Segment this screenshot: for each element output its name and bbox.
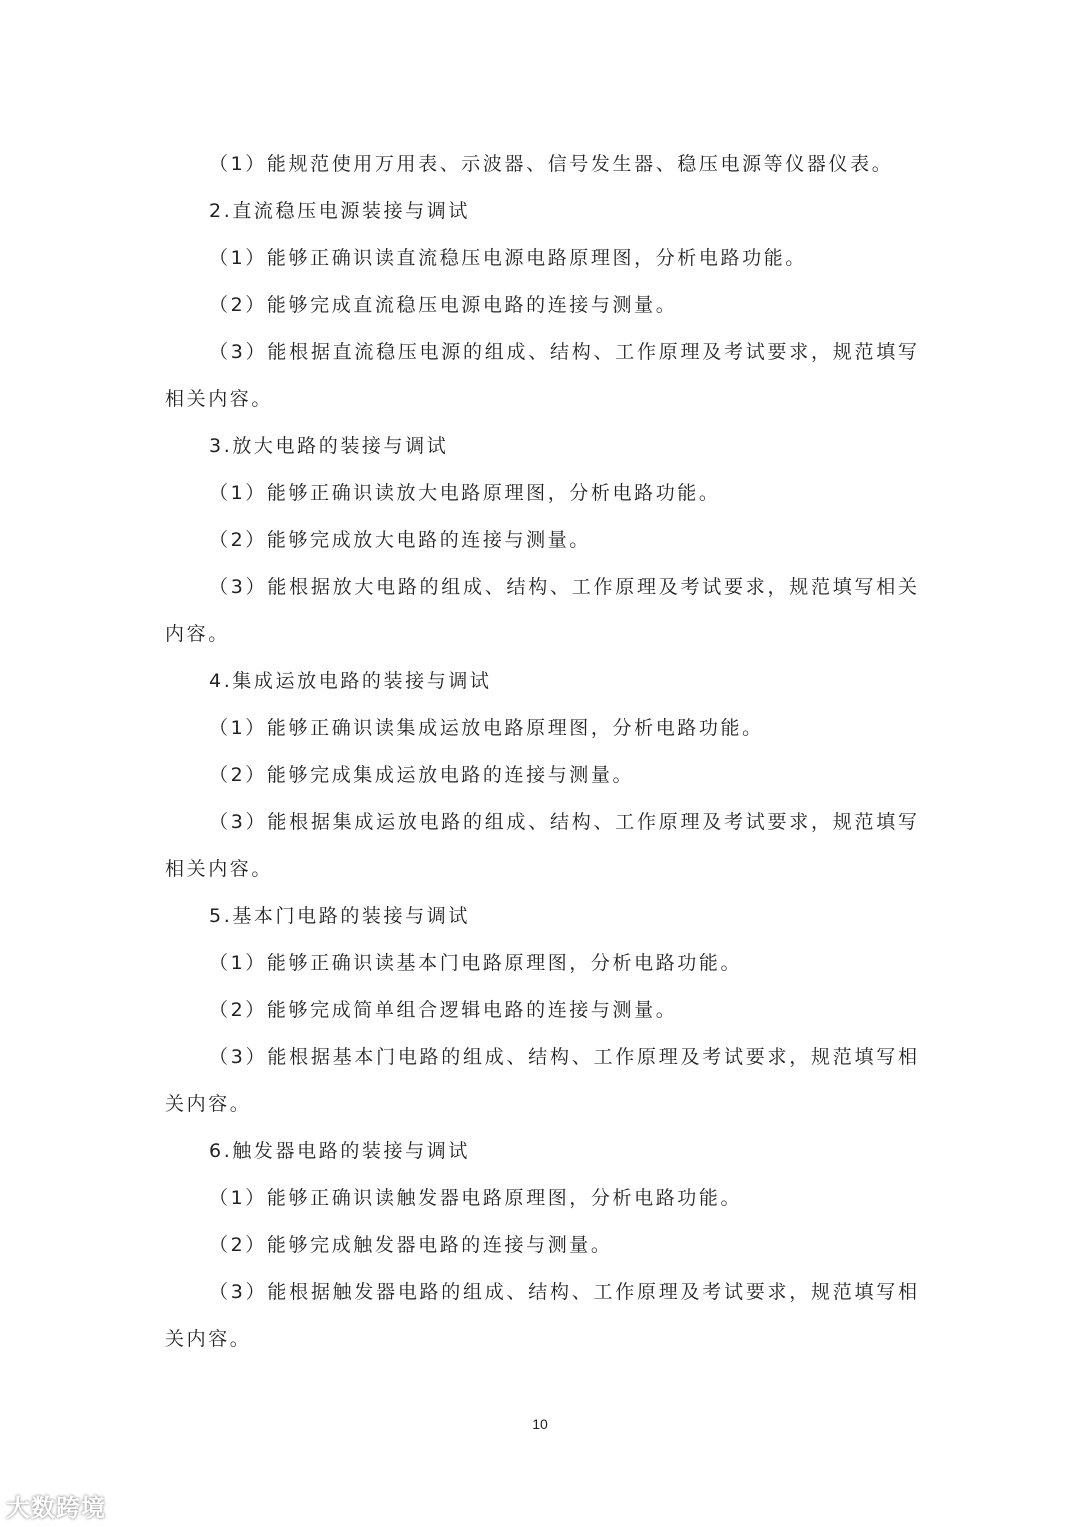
paragraph: [165, 987, 917, 1034]
watermark-text: 大数跨境: [6, 1494, 106, 1522]
paragraph-line: （1）能够正确识读集成运放电路原理图，分析电路功能。: [209, 717, 764, 739]
paragraph-line: （1）能够正确识读触发器电路原理图，分析电路功能。: [209, 1187, 743, 1209]
paragraph-line: （3）能根据基本门电路的组成、结构、工作原理及考试要求，规范填写相: [209, 1046, 917, 1068]
paragraph: [165, 282, 917, 329]
paragraph-line: （3）能根据集成运放电路的组成、结构、工作原理及考试要求，规范填写: [209, 811, 917, 833]
paragraph: [165, 752, 917, 799]
paragraph-line: （3）能根据触发器电路的组成、结构、工作原理及考试要求，规范填写相: [209, 1281, 917, 1303]
paragraph-continuation-line: 关内容。: [165, 1093, 252, 1115]
paragraph: [165, 470, 917, 517]
paragraph: [165, 1175, 917, 1222]
paragraph-line: 2.直流稳压电源装接与调试: [209, 200, 470, 222]
paragraph-continuation-line: 关内容。: [165, 1328, 252, 1350]
paragraph: [165, 705, 917, 752]
paragraph-line: （1）能够正确识读基本门电路原理图，分析电路功能。: [209, 952, 743, 974]
paragraph: [165, 141, 917, 188]
paragraph-line: （1）能规范使用万用表、示波器、信号发生器、稳压电源等仪器仪表。: [209, 153, 894, 175]
paragraph-line: 5.基本门电路的装接与调试: [209, 905, 470, 927]
paragraph-line: （1）能够正确识读直流稳压电源电路原理图，分析电路功能。: [209, 247, 807, 269]
paragraph-line: （2）能够完成触发器电路的连接与测量。: [209, 1234, 613, 1256]
paragraph: [165, 1269, 917, 1363]
paragraph-line: （1）能够正确识读放大电路原理图，分析电路功能。: [209, 482, 721, 504]
paragraph-continuation-line: 相关内容。: [165, 858, 274, 880]
paragraph: [165, 564, 917, 658]
paragraph-line: 6.触发器电路的装接与调试: [209, 1140, 470, 1162]
page-number: 10: [532, 1416, 548, 1432]
paragraph-continuation-line: 内容。: [165, 623, 230, 645]
paragraph: [165, 517, 917, 564]
paragraph: [165, 658, 917, 705]
paragraph-line: （3）能根据放大电路的组成、结构、工作原理及考试要求，规范填写相关: [209, 576, 917, 598]
paragraph: [165, 1222, 917, 1269]
paragraph-line: 3.放大电路的装接与调试: [209, 435, 449, 457]
paragraph-continuation-line: 相关内容。: [165, 388, 274, 410]
paragraph-line: （2）能够完成放大电路的连接与测量。: [209, 529, 591, 551]
paragraph-line: （2）能够完成直流稳压电源电路的连接与测量。: [209, 294, 678, 316]
watermark-logo: [6, 1488, 106, 1523]
document-body: [165, 141, 917, 1363]
paragraph: [165, 893, 917, 940]
paragraph: [165, 329, 917, 423]
paragraph: [165, 940, 917, 987]
paragraph: [165, 1034, 917, 1128]
paragraph: [165, 188, 917, 235]
paragraph-line: （2）能够完成集成运放电路的连接与测量。: [209, 764, 635, 786]
paragraph-line: 4.集成运放电路的装接与调试: [209, 670, 492, 692]
paragraph: [165, 1128, 917, 1175]
paragraph-line: （3）能根据直流稳压电源的组成、结构、工作原理及考试要求，规范填写: [209, 341, 917, 363]
paragraph: [165, 799, 917, 893]
paragraph: [165, 423, 917, 470]
paragraph-line: （2）能够完成简单组合逻辑电路的连接与测量。: [209, 999, 678, 1021]
paragraph: [165, 235, 917, 282]
